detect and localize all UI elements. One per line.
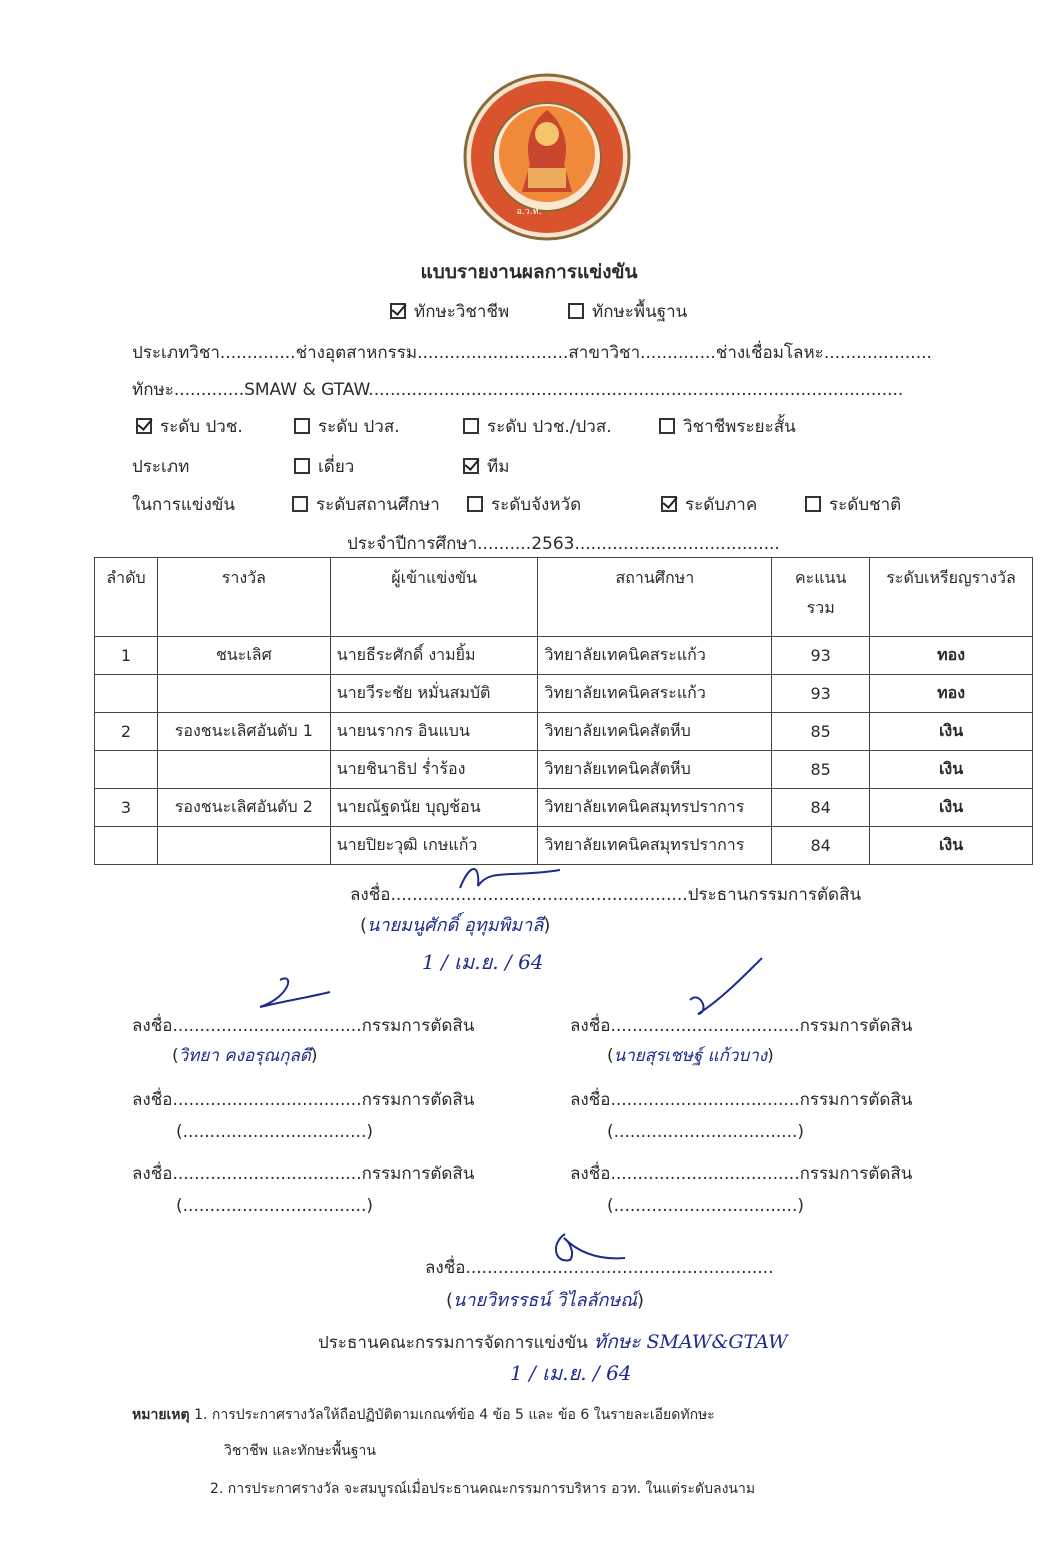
organizer-name: (นายวิทรรธน์ วิไลลักษณ์) bbox=[446, 1290, 645, 1311]
branch-label: สาขาวิชา bbox=[568, 343, 641, 363]
logo-center-text: อ.ว.ท. bbox=[516, 207, 542, 217]
checkbox-type-team[interactable] bbox=[463, 458, 479, 474]
note-line-2: 2. การประกาศรางวัล จะสมบูรณ์เมื่อประธานคณะกรรมการบริหาร อวท. ในแต่ระดับลงนาม bbox=[210, 1481, 756, 1497]
option-label: ระดับชาติ bbox=[829, 495, 902, 515]
table-row: 2 รองชนะเลิศอันดับ 1 นายนรากร อินแบน วิทยาลัยเทคนิคสัตหีบ 85 เงิน bbox=[95, 713, 1033, 751]
option-label: ทีม bbox=[487, 457, 510, 477]
header-no: ลำดับ bbox=[95, 558, 158, 637]
skill-value: SMAW & GTAW bbox=[244, 380, 369, 400]
form-title: แบบรายงานผลการแข่งขัน bbox=[420, 261, 638, 283]
option-label: ระดับภาค bbox=[685, 495, 758, 515]
table-row: 1 ชนะเลิศ นายธีระศักดิ์ งามยิ้ม วิทยาลัยเทคนิคสระแก้ว 93 ทอง bbox=[95, 637, 1033, 675]
year-value: 2563 bbox=[531, 534, 575, 554]
branch-value: ช่างเชื่อมโลหะ bbox=[715, 343, 824, 363]
organizer-date: 1 / เม.ย. / 64 bbox=[510, 1361, 632, 1385]
committee-right-name-3: (..................................) bbox=[607, 1196, 804, 1216]
option-label: ระดับ ปวช. bbox=[160, 417, 243, 437]
table-header-row bbox=[95, 558, 1033, 637]
checkbox-comp-province[interactable] bbox=[467, 496, 483, 512]
checkbox-comp-school[interactable] bbox=[292, 496, 308, 512]
header-award: รางวัล bbox=[157, 558, 330, 637]
competition-label: ในการแข่งขัน bbox=[132, 495, 236, 515]
skill-line: ทักษะ.............SMAW & GTAW................................................................................................... bbox=[132, 380, 904, 400]
checkbox-skill-basic[interactable] bbox=[568, 303, 584, 319]
type-label: ประเภท bbox=[132, 457, 190, 477]
note-line-1: หมายเหตุ 1. การประกาศรางวัลให้ถือปฏิบัติตามเกณฑ์ข้อ 4 ข้อ 5 และ ข้อ 6 ในรายละเอียดทักษะ bbox=[132, 1407, 715, 1423]
level-options bbox=[136, 413, 243, 440]
checkbox-level-both[interactable] bbox=[463, 418, 479, 434]
committee-right-signature-mark bbox=[670, 950, 770, 1020]
option-label: ระดับจังหวัด bbox=[491, 495, 582, 515]
table-row: นายปิยะวุฒิ เกษแก้ว วิทยาลัยเทคนิคสมุทรปราการ 84 เงิน bbox=[95, 827, 1033, 865]
chair-role: ประธานกรรมการตัดสิน bbox=[687, 885, 862, 905]
option-label: ระดับสถานศึกษา bbox=[316, 495, 440, 515]
header-score: คะแนน รวม bbox=[772, 558, 870, 637]
committee-right-name: (นายสุรเชษฐ์ แก้วบาง) bbox=[607, 1046, 774, 1066]
checkbox-level-pvc[interactable] bbox=[136, 418, 152, 434]
table-row: นายวีระชัย หมั่นสมบัติ วิทยาลัยเทคนิคสระแก้ว 93 ทอง bbox=[95, 675, 1033, 713]
committee-left-signature-mark bbox=[250, 972, 340, 1020]
committee-sign-left-2: ลงชื่อ...................................กรรมการตัดสิน bbox=[132, 1090, 475, 1110]
organizer-signature-mark bbox=[540, 1224, 630, 1270]
committee-right-name-2: (..................................) bbox=[607, 1122, 804, 1142]
checkbox-comp-region[interactable] bbox=[661, 496, 677, 512]
organizer-skill: ทักษะ SMAW&GTAW bbox=[593, 1331, 788, 1353]
header-school: สถานศึกษา bbox=[538, 558, 772, 637]
chair-name: (นายมนูศักดิ์ อุทุมพิมาลี) bbox=[360, 915, 551, 936]
option-label: วิชาชีพระยะสั้น bbox=[683, 417, 796, 437]
chair-signature-line: ลงชื่อ.......................................................ประธานกรรมการตัดสิน bbox=[350, 885, 862, 905]
committee-sign-left-1: ลงชื่อ...................................กรรมการตัดสิน bbox=[132, 1016, 475, 1036]
committee-sign-right-1: ลงชื่อ...................................กรรมการตัดสิน bbox=[570, 1016, 913, 1036]
checkbox-type-individual[interactable] bbox=[294, 458, 310, 474]
option-label: ระดับ ปวช./ปวส. bbox=[487, 417, 612, 437]
category-options bbox=[390, 298, 687, 325]
header-medal: ระดับเหรียญรางวัล bbox=[870, 558, 1033, 637]
option-label: ทักษะพื้นฐาน bbox=[592, 302, 688, 322]
committee-sign-right-3: ลงชื่อ...................................กรรมการตัดสิน bbox=[570, 1164, 913, 1184]
committee-left-name-3: (..................................) bbox=[176, 1196, 373, 1216]
checkbox-skill-professional[interactable] bbox=[390, 303, 406, 319]
chair-date: 1 / เม.ย. / 64 bbox=[422, 950, 544, 974]
committee-sign-right-2: ลงชื่อ...................................กรรมการตัดสิน bbox=[570, 1090, 913, 1110]
year-line: ประจำปีการศึกษา..........2563...................................... bbox=[347, 534, 780, 554]
note-line-1-cont: วิชาชีพ และทักษะพื้นฐาน bbox=[224, 1443, 376, 1459]
note-label: หมายเหตุ bbox=[132, 1407, 190, 1423]
organizer-sign-line: ลงชื่อ......................................................... bbox=[425, 1258, 774, 1278]
subject-type-label: ประเภทวิชา bbox=[132, 343, 220, 363]
year-label: ประจำปีการศึกษา bbox=[347, 534, 478, 554]
option-label: เดี่ยว bbox=[318, 457, 355, 477]
organizer-role-line: ประธานคณะกรรมการจัดการแข่งขัน ทักษะ SMAW&GTAW bbox=[318, 1331, 788, 1353]
table-row: 3 รองชนะเลิศอันดับ 2 นายณัฐดนัย บุญช้อน วิทยาลัยเทคนิคสมุทรปราการ 84 เงิน bbox=[95, 789, 1033, 827]
subject-type-value: ช่างอุตสาหกรรม bbox=[295, 343, 418, 363]
committee-sign-left-3: ลงชื่อ...................................กรรมการตัดสิน bbox=[132, 1164, 475, 1184]
skill-label: ทักษะ bbox=[132, 380, 174, 400]
header-competitor: ผู้เข้าแข่งขัน bbox=[330, 558, 538, 637]
checkbox-comp-national[interactable] bbox=[805, 496, 821, 512]
option-label: ทักษะวิชาชีพ bbox=[414, 302, 510, 322]
checkbox-level-pvs[interactable] bbox=[294, 418, 310, 434]
committee-left-name: (วิทยา คงอรุณกุลดี) bbox=[172, 1046, 318, 1066]
chair-signature-mark bbox=[450, 858, 570, 898]
option-label: ระดับ ปวส. bbox=[318, 417, 400, 437]
subject-type-line: ประเภทวิชา..............ช่างอุตสาหกรรม............................สาขาวิชา..............ช่างเชื่อมโลหะ.................... bbox=[132, 343, 932, 363]
committee-left-name-2: (..................................) bbox=[176, 1122, 373, 1142]
results-table bbox=[94, 557, 1033, 865]
checkbox-level-short-course[interactable] bbox=[659, 418, 675, 434]
table-row: นายชินาธิป ร่ำร้อง วิทยาลัยเทคนิคสัตหีบ 85 เงิน bbox=[95, 751, 1033, 789]
